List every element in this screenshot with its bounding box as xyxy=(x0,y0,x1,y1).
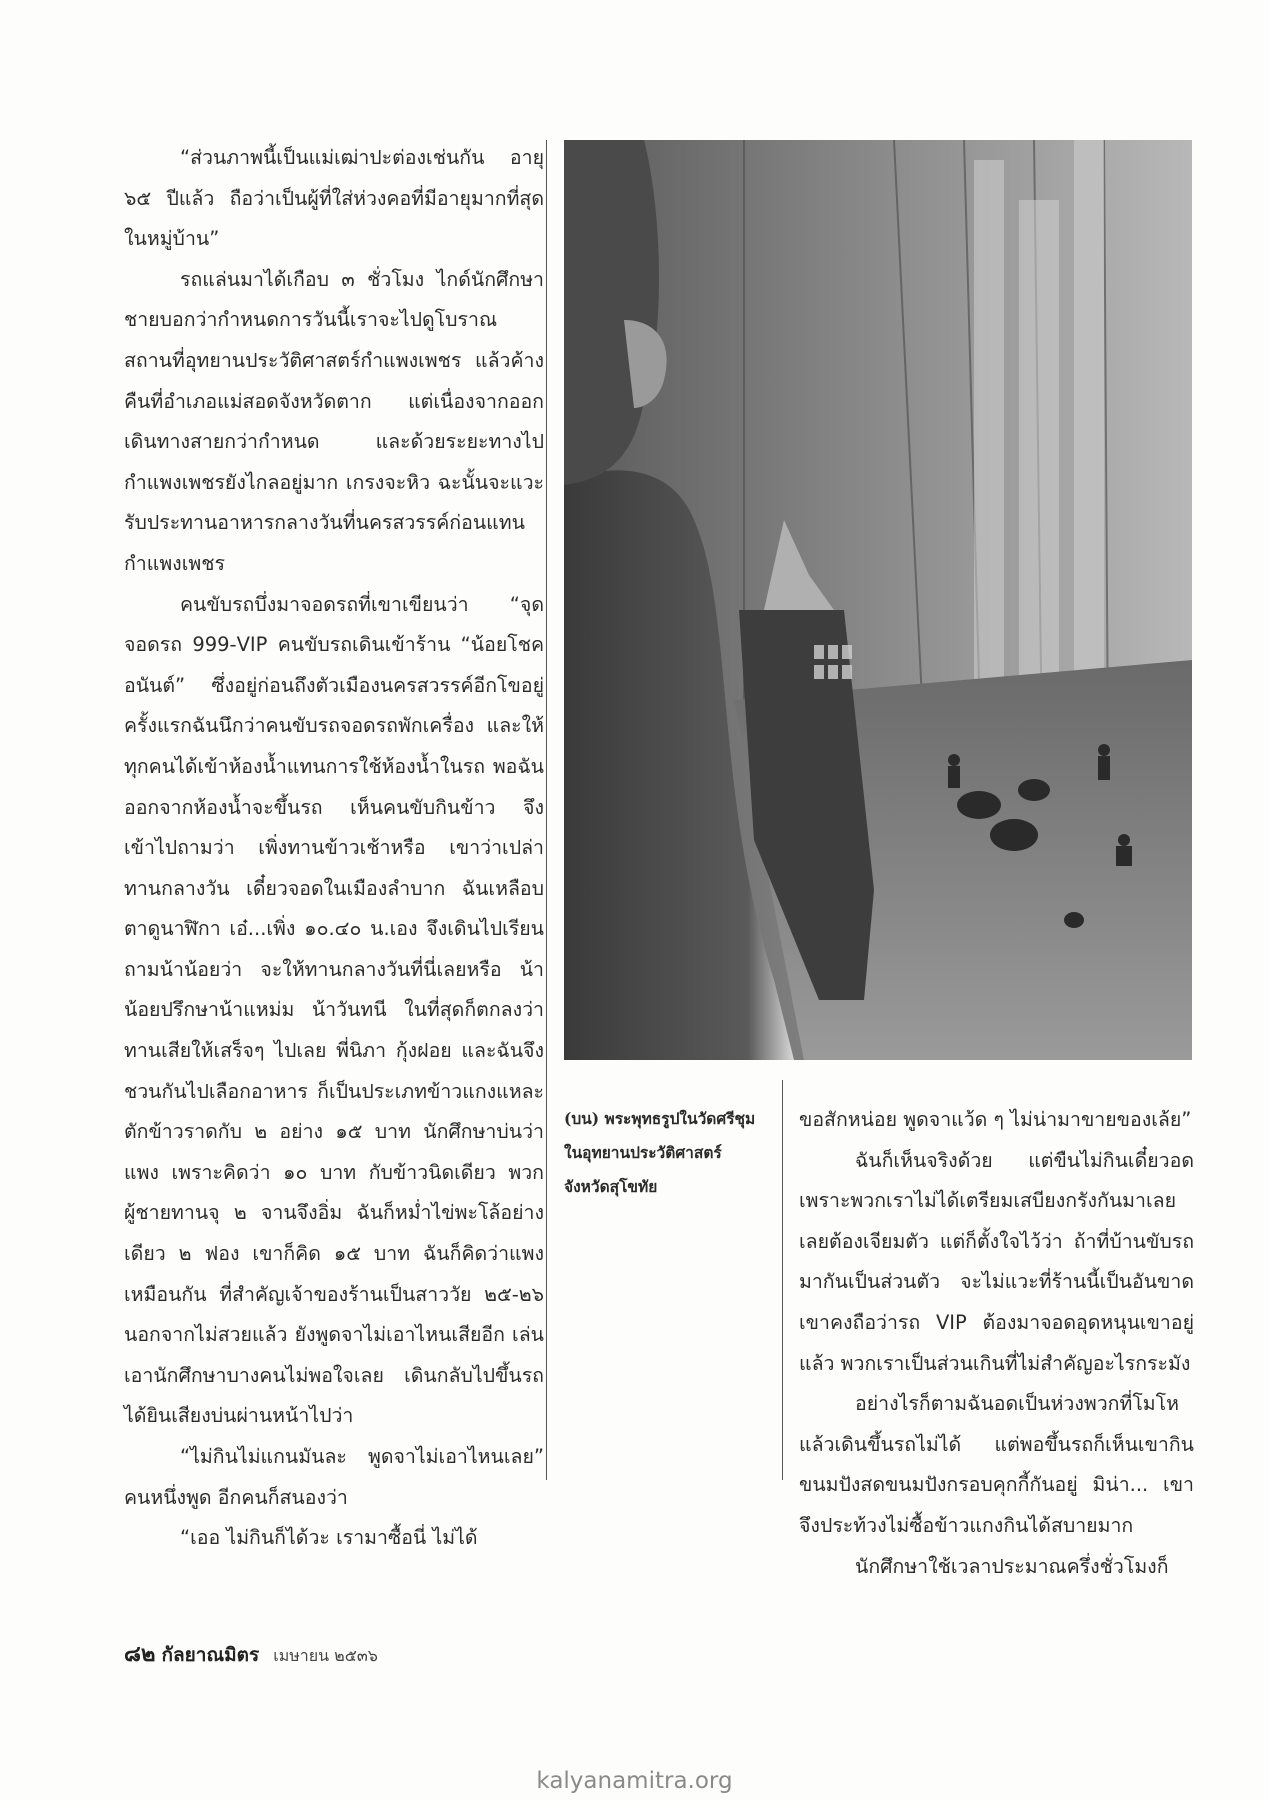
left-text-column xyxy=(124,138,544,1559)
issue-date: เมษายน ๒๕๓๖ xyxy=(273,1646,378,1665)
page-number: ๘๒ xyxy=(124,1642,156,1667)
paragraph: “ส่วนภาพนี้เป็นแม่เฒ่าปะต่องเช่นกัน อายุ ๖๕ ปีแล้ว ถือว่าเป็นผู้ที่ใส่ห่วงคอที่มีอายุมากที่สุดในหมู่บ้าน” xyxy=(124,146,544,251)
paragraph: รถแล่นมาได้เกือบ ๓ ชั่วโมง ไกด์นักศึกษาชายบอกว่ากำหนดการวันนี้เราจะไปดูโบราณสถานที่อุทยานประวัติศาสตร์กำแพงเพชร แล้วค้างคืนที่อำเภอแม่สอดจังหวัดตาก แต่เนื่องจากออกเดินทางสายกว่ากำหนด และด้วยระยะทางไปกำแพงเพชรยังไกลอยู่มาก เกรงจะหิว ฉะนั้นจะแวะรับประทานอาหารกลางวันที่นครสวรรค์ก่อนแทนกำแพงเพชร xyxy=(124,267,544,575)
watermark-url[interactable]: kalyanamitra.org xyxy=(536,1768,733,1794)
magazine-name: กัลยาณมิตร xyxy=(161,1644,260,1666)
paragraph: อย่างไรก็ตามฉันอดเป็นห่วงพวกที่โมโหแล้วเดินขึ้นรถไม่ได้ แต่พอขึ้นรถก็เห็นเขากินขนมปังสดขนมปังกรอบคุกกี้กันอยู่ มิน่า... เขาจึงประท้วงไม่ซื้อข้าวแกงกินได้สบายมาก xyxy=(799,1392,1194,1537)
column-divider xyxy=(546,140,547,1480)
paragraph: คนขับรถบึ่งมาจอดรถที่เขาเขียนว่า “จุดจอดรถ 999-VIP คนขับรถเดินเข้าร้าน “น้อยโชคอนันต์” ซึ่งอยู่ก่อนถึงตัวเมืองนครสวรรค์อีกโขอยู่ ครั้งแรกฉันนึกว่าคนขับรถจอดรถพักเครื่อง และให้ทุกคนได้เข้าห้องน้ำแทนการใช้ห้องน้ำในรถ พอฉันออกจากห้องน้ำจะขึ้นรถ เห็นคนขับกินข้าว จึงเข้าไปถามว่า เพิ่งทานข้าวเช้าหรือ เขาว่าเปล่าทานกลางวัน เดี๋ยวจอดในเมืองลำบาก ฉันเหลือบตาดูนาฬิกา เอ๋...เพิ่ง ๑๐.๔๐ น.เอง จึงเดินไปเรียนถามน้าน้อยว่า จะให้ทานกลางวันที่นี่เลยหรือ น้าน้อยปรึกษาน้าแหม่ม น้าวันทนี ในที่สุดก็ตกลงว่าทานเสียให้เสร็จๆ ไปเลย พี่นิภา กุ้งฝอย และฉันจึงชวนกันไปเลือกอาหาร ก็เป็นประเภทข้าวแกงแหละ ตักข้าวราดกับ ๒ อย่าง ๑๕ บาท นักศึกษาบ่นว่าแพง เพราะคิดว่า ๑๐ บาท กับข้าวนิดเดียว พวกผู้ชายทานจุ ๒ จานจึงอิ่ม ฉันก็หม่ำไข่พะโล้อย่างเดียว ๒ ฟอง เขาก็คิด ๑๕ บาท ฉันก็คิดว่าแพงเหมือนกัน ที่สำคัญเจ้าของร้านเป็นสาววัย ๒๕-๒๖ นอกจากไม่สวยแล้ว ยังพูดจาไม่เอาไหนเสียอีก เล่นเอานักศึกษาบางคนไม่พอใจเลย เดินกลับไปขึ้นรถ ได้ยินเสียงบ่นผ่านหน้าไปว่า xyxy=(124,592,544,1428)
photo-caption: (บน) พระพุทธรูปในวัดศรีชุม ในอุทยานประวัติศาสตร์ จังหวัดสุโขทัย xyxy=(564,1109,756,1196)
buddha-statue-photo xyxy=(564,140,1192,1060)
page-footer xyxy=(124,1636,378,1671)
paragraph: “ไม่กินไม่แกนมันละ พูดจาไม่เอาไหนเลย” คนหนึ่งพูด อีกคนก็สนองว่า xyxy=(124,1445,544,1509)
paragraph: “เออ ไม่กินก็ได้วะ เรามาซื้อนี่ ไม่ได้ xyxy=(180,1526,478,1550)
right-text-column xyxy=(799,1100,1194,1587)
paragraph: ขอสักหน่อย พูดจาแว้ด ๆ ไม่น่ามาขายของเล้ย” xyxy=(799,1108,1192,1131)
caption-divider xyxy=(782,1080,783,1480)
paragraph: ฉันก็เห็นจริงด้วย แต่ขืนไม่กินเดี๋ยวอดเพราะพวกเราไม่ได้เตรียมเสบียงกรังกันมาเลย เลยต้องเจียมตัว แต่ก็ตั้งใจไว้ว่า ถ้าที่บ้านขับรถมากันเป็นส่วนตัว จะไม่แวะที่ร้านนี้เป็นอันขาดเขาคงถือว่ารถ VIP ต้องมาจอดอุดหนุนเขาอยู่แล้ว พวกเราเป็นส่วนเกินที่ไม่สำคัญอะไรกระมัง xyxy=(799,1148,1194,1375)
buddha-photo-illustration xyxy=(564,140,1192,1060)
paragraph: นักศึกษาใช้เวลาประมาณครึ่งชั่วโมงก็ xyxy=(855,1554,1169,1578)
